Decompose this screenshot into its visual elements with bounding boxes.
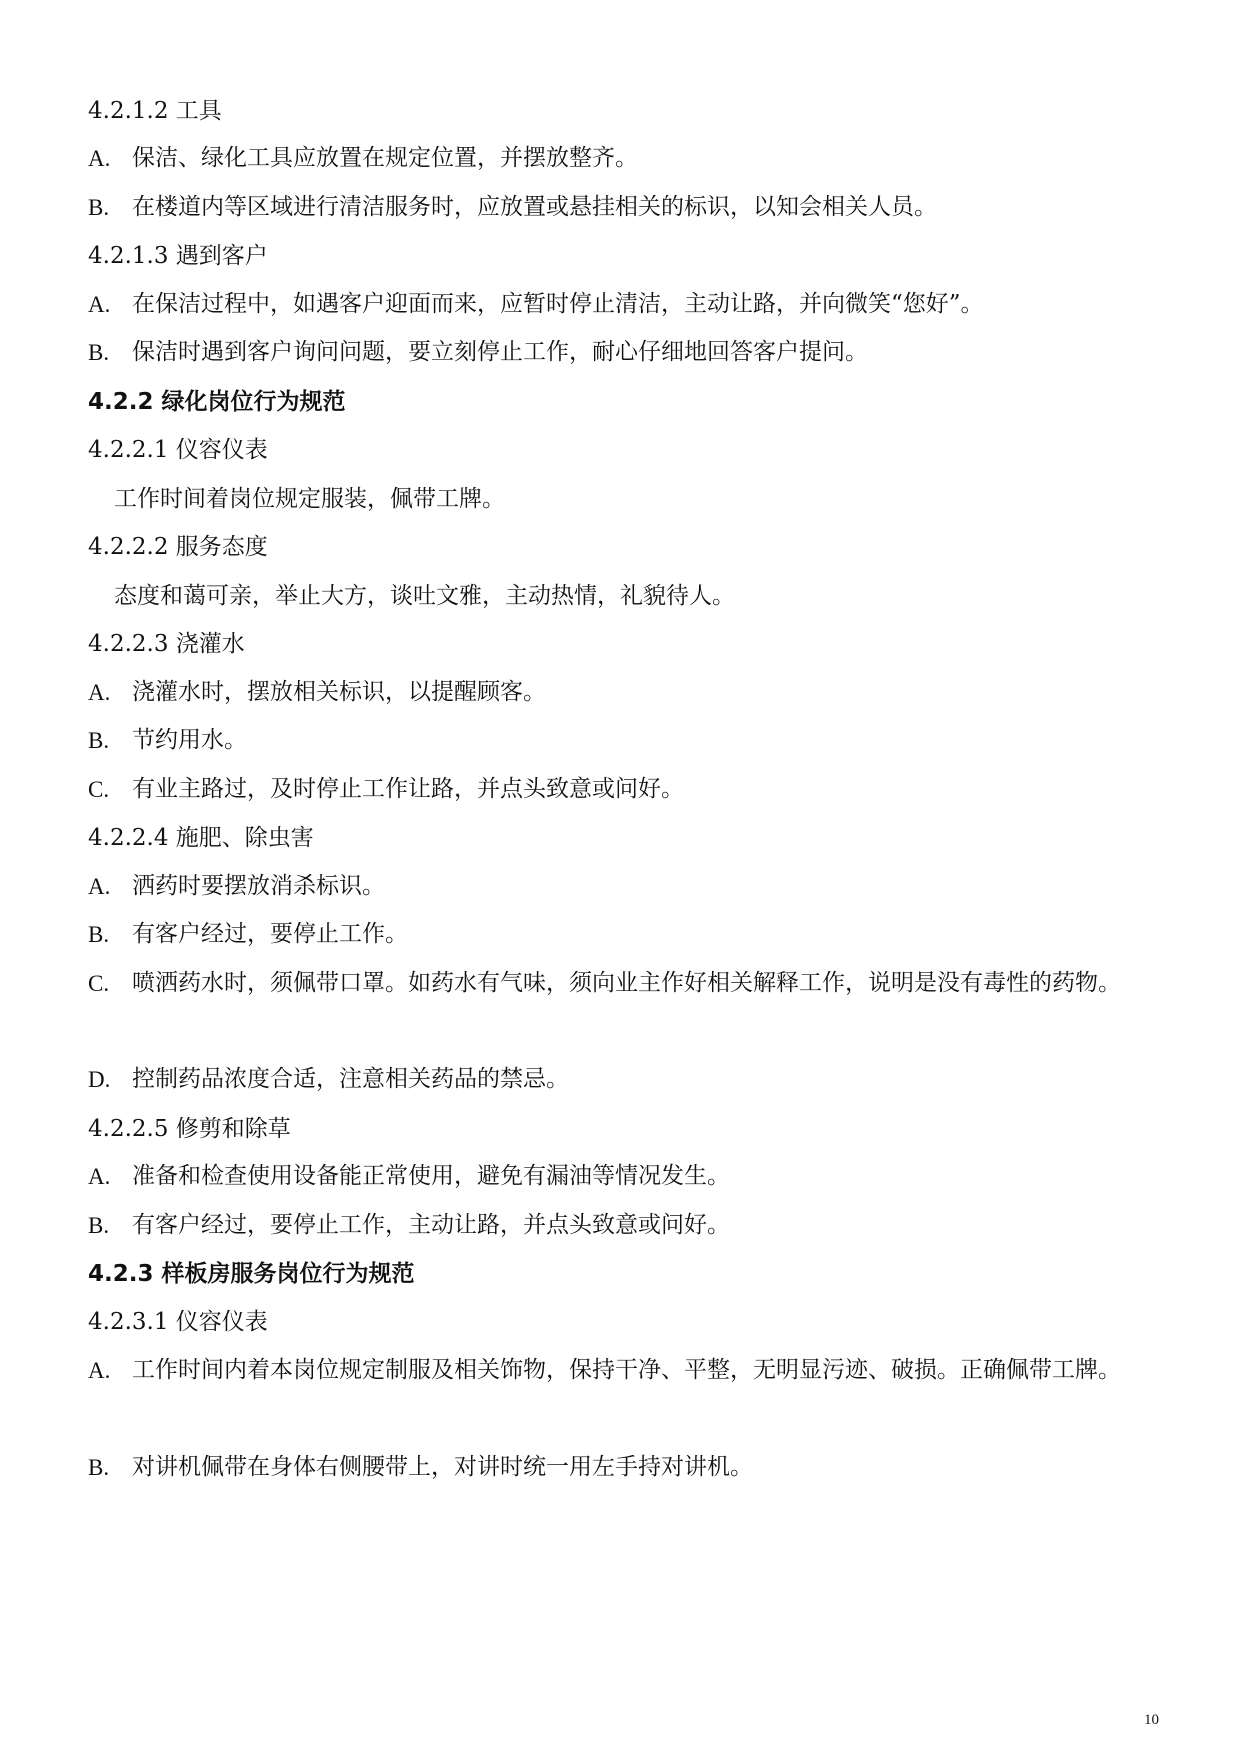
list-marker: A. xyxy=(88,146,111,171)
section-heading-4-2-2-2: 4.2.2.2 服务态度 xyxy=(88,534,268,560)
list-marker: B. xyxy=(88,340,110,365)
section-heading-4-2-2-5: 4.2.2.5 修剪和除草 xyxy=(88,1116,291,1142)
list-marker: A. xyxy=(88,292,111,317)
list-item xyxy=(88,1343,1158,1398)
list-text: 洒药时要摆放消杀标识。 xyxy=(132,873,385,899)
list-text: 保洁时遇到客户询问问题，要立刻停止工作，耐心仔细地回答客户提问。 xyxy=(132,339,868,365)
section-heading-4-2-1-3: 4.2.1.3 遇到客户 xyxy=(88,243,268,269)
list-text: 控制药品浓度合适，注意相关药品的禁忌。 xyxy=(132,1066,569,1092)
list-item xyxy=(88,713,1158,768)
list-marker: C. xyxy=(88,777,110,802)
list-item xyxy=(88,277,1158,332)
section-heading-4-2-3-1: 4.2.3.1 仪容仪表 xyxy=(88,1309,268,1335)
list-text: 有客户经过，要停止工作。 xyxy=(132,921,408,947)
section-heading-4-2-2-4: 4.2.2.4 施肥、除虫害 xyxy=(88,825,314,851)
section-heading-4-2-3: 4.2.3 样板房服务岗位行为规范 xyxy=(88,1261,415,1287)
list-marker: B. xyxy=(88,922,110,947)
list-text: 对讲机佩带在身体右侧腰带上，对讲时统一用左手持对讲机。 xyxy=(132,1454,753,1480)
list-marker: B. xyxy=(88,1213,110,1238)
list-text: 在楼道内等区域进行清洁服务时，应放置或悬挂相关的标识，以知会相关人员。 xyxy=(132,194,937,220)
list-text: 节约用水。 xyxy=(132,727,247,753)
list-text: 工作时间内着本岗位规定制服及相关饰物，保持干净、平整，无明显污迹、破损。正确佩带工牌。 xyxy=(132,1357,1121,1383)
list-marker: A. xyxy=(88,1164,111,1189)
section-heading-4-2-1-2: 4.2.1.2 工具 xyxy=(88,98,222,124)
list-item xyxy=(88,762,1158,817)
list-item xyxy=(88,859,1158,914)
list-item xyxy=(88,1440,1158,1495)
list-marker: B. xyxy=(88,195,110,220)
list-item xyxy=(88,907,1158,962)
list-marker: A. xyxy=(88,1358,111,1383)
paragraph-text: 态度和蔼可亲，举止大方，谈吐文雅，主动热情，礼貌待人。 xyxy=(114,583,735,609)
list-marker: D. xyxy=(88,1067,111,1092)
list-item xyxy=(88,1198,1158,1253)
section-heading-4-2-2: 4.2.2 绿化岗位行为规范 xyxy=(88,389,346,415)
list-text: 保洁、绿化工具应放置在规定位置，并摆放整齐。 xyxy=(132,145,638,171)
list-item xyxy=(88,1052,1158,1107)
list-text: 浇灌水时，摆放相关标识，以提醒顾客。 xyxy=(132,679,546,705)
list-item xyxy=(88,131,1158,186)
list-text: 喷洒药水时，须佩带口罩。如药水有气味，须向业主作好相关解释工作，说明是没有毒性的药物。 xyxy=(132,970,1121,996)
list-marker: B. xyxy=(88,728,110,753)
section-heading-4-2-2-1: 4.2.2.1 仪容仪表 xyxy=(88,437,268,463)
page-number: 10 xyxy=(1144,1712,1159,1728)
list-item xyxy=(88,180,1158,235)
list-item xyxy=(88,665,1158,720)
list-item xyxy=(88,1149,1158,1204)
list-marker: A. xyxy=(88,680,111,705)
list-item xyxy=(88,325,1158,380)
list-item xyxy=(88,956,1158,1011)
list-text: 有客户经过，要停止工作，主动让路，并点头致意或问好。 xyxy=(132,1212,730,1238)
list-marker: C. xyxy=(88,971,110,996)
list-text: 有业主路过，及时停止工作让路，并点头致意或问好。 xyxy=(132,776,684,802)
list-marker: A. xyxy=(88,874,111,899)
list-text: 在保洁过程中，如遇客户迎面而来，应暂时停止清洁，主动让路，并向微笑“您好”。 xyxy=(132,291,984,317)
section-heading-4-2-2-3: 4.2.2.3 浇灌水 xyxy=(88,631,245,657)
list-text: 准备和检查使用设备能正常使用，避免有漏油等情况发生。 xyxy=(132,1163,730,1189)
list-marker: B. xyxy=(88,1455,110,1480)
paragraph-text: 工作时间着岗位规定服装，佩带工牌。 xyxy=(114,486,505,512)
